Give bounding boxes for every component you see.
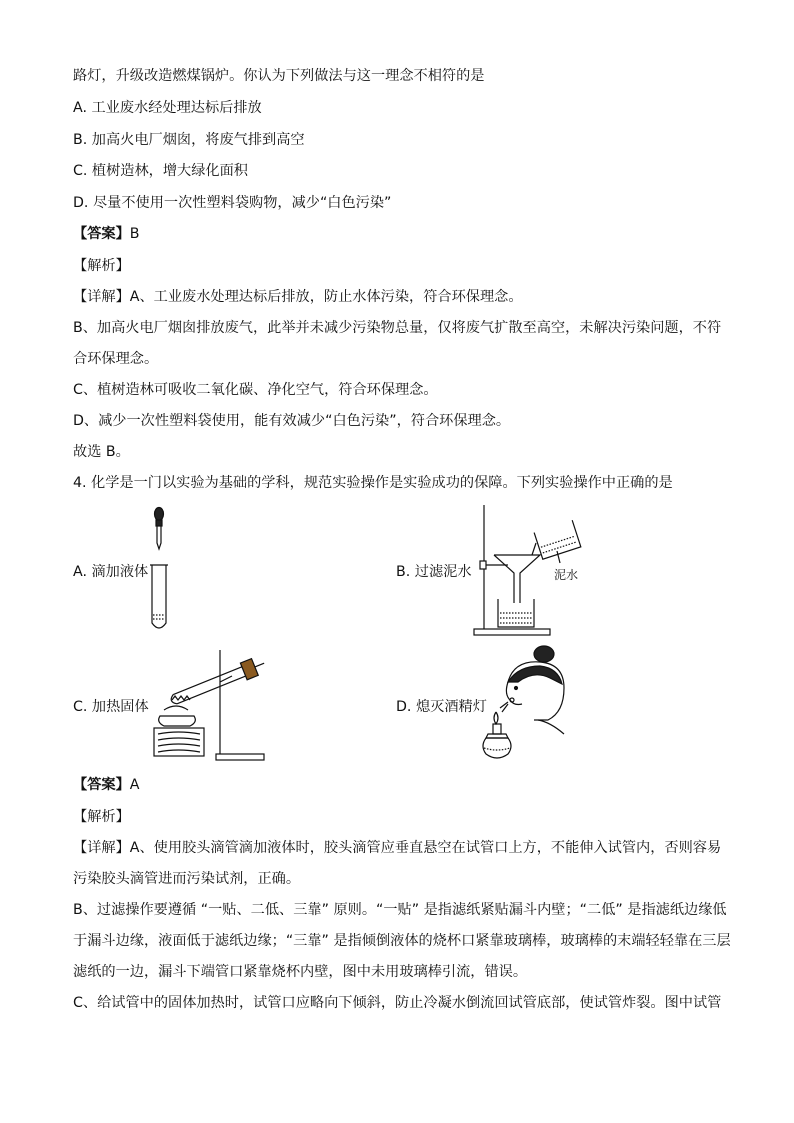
lamp-flame (494, 712, 498, 724)
q3-option-c: C. 植树造林，增大绿化面积 (73, 163, 248, 179)
q4-detail-line-4: 于漏斗边缘，液面低于滤纸边缘；“三靠” 是指倾倒液体的烧杯口紧靠玻璃棒，玻璃棒的末端轻轻靠在三层 (73, 933, 731, 949)
q4-detail-line-2: 污染胶头滴管进而污染试剂，正确。 (73, 871, 301, 887)
stand-clamp (480, 561, 486, 569)
muddy-water-label: 泥水 (554, 568, 579, 582)
q3-detail-line-4: C、植树造林可吸收二氧化碳、净化空气，符合环保理念。 (73, 382, 438, 398)
stand-base (474, 629, 550, 635)
dropper-collar (156, 520, 162, 526)
tilted-test-tube (168, 655, 267, 709)
lamp-wick-holder (493, 724, 501, 734)
q4-option-b-label: B. 过滤泥水 (396, 564, 472, 580)
q3-option-b: B. 加高火电厂烟囱，将废气排到高空 (73, 132, 305, 148)
q4-detail-line-6: C、给试管中的固体加热时，试管口应略向下倾斜，防止冷凝水倒流回试管底部，使试管炸裂。图中试管 (73, 995, 722, 1011)
q3-answer-value: B (129, 226, 140, 242)
q4-answer-tag: 【答案】 (73, 777, 130, 793)
funnel-left (494, 555, 514, 603)
funnel (494, 555, 540, 603)
dropper-tube (157, 526, 161, 549)
alcohol-lamp (159, 716, 196, 726)
breath (500, 702, 508, 712)
q3-conclusion: 故选 B。 (73, 444, 130, 460)
q4-detail-line-5: 滤纸的一边，漏斗下端管口紧靠烧杯内壁，图中未用玻璃棒引流，错误。 (73, 964, 528, 980)
q4-analysis-tag: 【解析】 (73, 809, 130, 825)
q3-detail-line-2: B、加高火电厂烟囱排放废气，此举并未减少污染物总量，仅将废气扩散至高空，未解决污染问题，不符 (73, 320, 722, 336)
heating-solid-drawing (150, 644, 270, 762)
figure-filtration (472, 503, 587, 639)
q3-detail-line-3: 合环保理念。 (73, 351, 159, 367)
stand-base (216, 754, 264, 760)
pouring-stream (532, 543, 536, 555)
q3-stem-tail: 路灯，升级改造燃煤锅炉。你认为下列做法与这一理念不相符的是 (73, 68, 485, 84)
eye (515, 687, 518, 690)
alcohol-lamp (483, 738, 511, 758)
filtration-drawing (472, 503, 587, 639)
figure-extinguish-lamp (478, 642, 588, 770)
q3-answer-tag: 【答案】 (73, 226, 130, 242)
extinguish-lamp-drawing (478, 642, 588, 770)
dropper-test-tube-drawing (145, 505, 185, 635)
clamp-arm (220, 676, 232, 682)
figure-dropper-test-tube (145, 505, 185, 635)
q4-option-c-label: C. 加热固体 (73, 699, 149, 715)
q4-option-d-label: D. 熄灭酒精灯 (396, 699, 487, 715)
q4-answer (73, 775, 734, 795)
q4-detail-line-3: B、过滤操作要遵循 “一贴、二低、三靠” 原则。“一贴” 是指滤纸紧贴漏斗内壁；“二低” 是指滤纸边缘低 (73, 902, 727, 918)
muddy-water-leader-line (557, 551, 560, 563)
q3-option-d: D. 尽量不使用一次性塑料袋购物，减少“白色污染” (73, 195, 392, 211)
q3-detail-line-5: D、减少一次性塑料袋使用，能有效减少“白色污染”，符合环保理念。 (73, 413, 511, 429)
figure-heating-solid (150, 644, 270, 762)
q4-detail-line-1: 【详解】A、使用胶头滴管滴加液体时，胶头滴管应垂直悬空在试管口上方，不能伸入试管内，否则容易 (73, 840, 722, 856)
q3-answer (73, 224, 734, 244)
shoulder (538, 720, 564, 734)
q3-analysis-tag: 【解析】 (73, 258, 130, 274)
q3-detail-line-1: 【详解】A、工业废水处理达标后排放，防止水体污染，符合环保理念。 (73, 289, 523, 305)
dropper-bulb (155, 508, 164, 521)
hair-bun (534, 646, 554, 662)
q4-answer-value: A (129, 777, 140, 793)
q4-stem: 4. 化学是一门以实验为基础的学科，规范实验操作是实验成功的保障。下列实验操作中正确的是 (73, 475, 673, 491)
q4-option-a-label: A. 滴加液体 (73, 564, 149, 580)
q3-option-a: A. 工业废水经处理达标后排放 (73, 100, 262, 116)
flame (164, 706, 188, 710)
